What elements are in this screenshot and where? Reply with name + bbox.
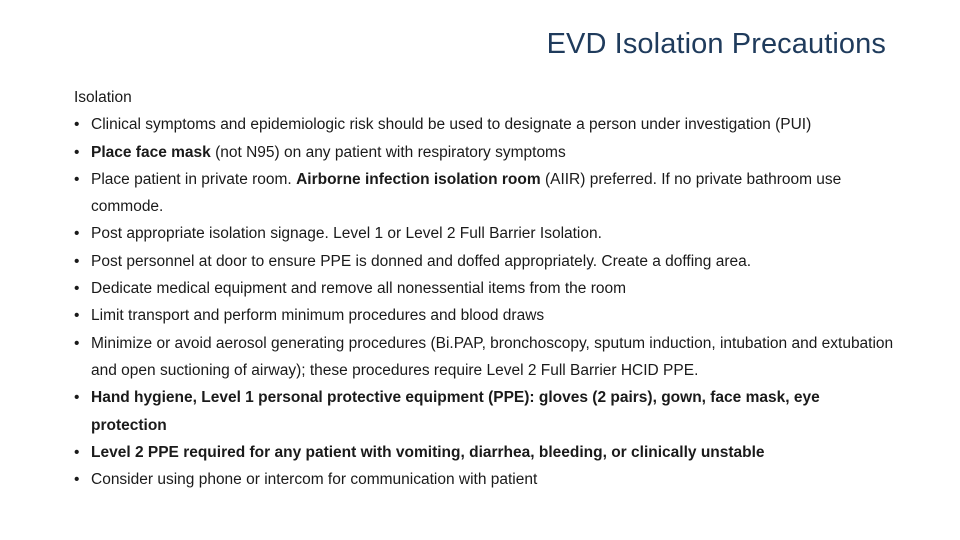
slide-title: EVD Isolation Precautions: [546, 28, 886, 60]
bullet-text: Clinical symptoms and epidemiologic risk should be used to designate a person under investigation (PUI): [91, 116, 812, 134]
bullet-item: [74, 111, 894, 138]
bullet-text: Post personnel at door to ensure PPE is donned and doffed appropriately. Create a doffing area.: [91, 252, 752, 270]
bullet-text: Level 2 PPE required for any patient with vomiting, diarrhea, bleeding, or clinically unstable: [91, 443, 765, 461]
bullet-list: [74, 111, 894, 493]
bullet-item: [74, 139, 894, 166]
bullet-item: [74, 330, 894, 385]
bullet-text: Limit transport and perform minimum procedures and blood draws: [91, 307, 545, 325]
bullet-text: Consider using phone or intercom for communication with patient: [91, 471, 538, 489]
bullet-text: Place patient in private room.: [91, 170, 297, 188]
bullet-item: [74, 439, 894, 466]
bullet-text: (not N95) on any patient with respiratory symptoms: [210, 143, 566, 161]
bullet-text: Place face mask: [91, 143, 211, 161]
bullet-text: Hand hygiene, Level 1 personal protective equipment (PPE): gloves (2 pairs), gown, face mask, eye protection: [91, 389, 820, 434]
bullet-item: [74, 466, 894, 493]
section-heading: Isolation: [74, 89, 132, 106]
bullet-text: Dedicate medical equipment and remove all nonessential items from the room: [91, 280, 627, 298]
bullet-item: [74, 275, 894, 302]
bullet-item: [74, 166, 894, 221]
bullet-text: Airborne infection isolation room: [296, 170, 541, 188]
bullet-text: Post appropriate isolation signage. Level 1 or Level 2 Full Barrier Isolation.: [91, 225, 602, 243]
bullet-item: [74, 220, 894, 247]
bullet-item: [74, 384, 894, 439]
slide-content: [74, 84, 894, 493]
bullet-item: [74, 248, 894, 275]
bullet-text: (AIIR) preferred. If no private bathroom use commode.: [91, 170, 842, 216]
bullet-item: [74, 302, 894, 329]
bullet-text: Minimize or avoid aerosol generating procedures (Bi.PAP, bronchoscopy, sputum induction, intubation and extubation and open suctioning of airway); these procedures require Level 2 Full Barrier HCID PPE.: [91, 334, 894, 379]
